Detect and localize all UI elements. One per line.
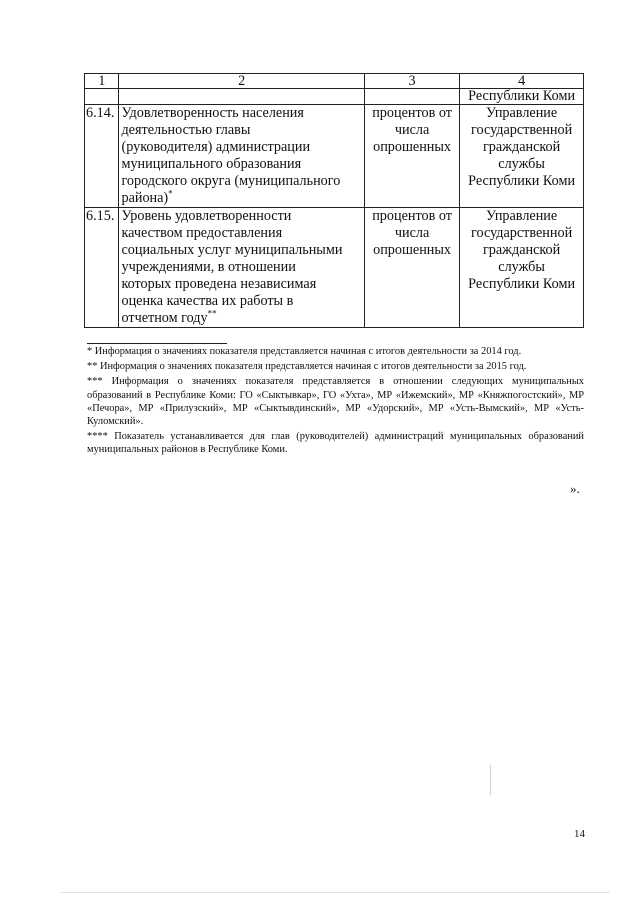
unit-line: процентов от: [372, 105, 452, 121]
indicator-line: учреждениями, в отношении: [121, 259, 296, 275]
indicator-line: [121, 190, 361, 207]
unit-line: опрошенных: [373, 139, 452, 155]
footnote: *** Информация о значениях показателя представляется в отношении следующих муниципальных образований в Республике Коми: ГО «Сыктывкар», ГО «Ухта», МР «Ижемский», МР «Княжпогостский», МР «Печора», МР «Прилузский», МР «Сыктывдинский», МР «Удорский», МР «Усть-Вымский», МР «Усть-Куломский».: [87, 376, 584, 428]
unit-cell: [364, 208, 459, 328]
indicator-line: муниципального образования: [121, 156, 302, 172]
indicator-line: которых проведена независимая: [121, 276, 317, 292]
closing-quote: ».: [570, 481, 580, 496]
indicator-line: Удовлетворенность населения: [121, 105, 304, 121]
footnote: **** Показатель устанавливается для глав (руководителей) администраций муниципальных образований муниципальных районов в Республике Коми.: [87, 431, 584, 456]
responsible-cell: [460, 105, 584, 208]
indicator-line: Уровень удовлетворенности: [121, 208, 292, 224]
row-number: 6.14.: [85, 105, 119, 208]
responsible-line: гражданской: [482, 242, 561, 258]
responsible-line: государственной: [471, 225, 573, 241]
unit-line: числа: [394, 122, 430, 138]
table-header-row: [85, 74, 584, 89]
responsible-line: Управление: [486, 208, 558, 224]
indicator-line: деятельностью главы: [121, 122, 251, 138]
responsible-line: Республики Коми: [468, 276, 576, 292]
responsible-line: гражданской: [482, 139, 561, 155]
footnote-mark: *: [168, 188, 173, 199]
unit-line: числа: [394, 225, 430, 241]
indicator-cell: [119, 208, 364, 328]
indicator-text: отчетном году: [121, 310, 208, 326]
responsible-cell: [460, 208, 584, 328]
indicator-line: социальных услуг муниципальными: [121, 242, 343, 258]
responsible-line: государственной: [471, 122, 573, 138]
footnote: * Информация о значениях показателя представляется начиная с итогов деятельности за 2014 год.: [87, 346, 522, 357]
unit-line: процентов от: [372, 208, 452, 224]
indicator-line: качеством предоставления: [121, 225, 283, 241]
footnote-mark: **: [207, 308, 217, 319]
indicators-table: [84, 73, 584, 328]
unit-line: опрошенных: [373, 242, 452, 258]
indicator-line: городского округа (муниципального: [121, 173, 341, 189]
indicator-line: оценка качества их работы в: [121, 293, 294, 309]
table-row: [85, 105, 584, 208]
footnote: ** Информация о значениях показателя представляется начиная с итогов деятельности за 2015 год.: [87, 361, 527, 373]
column-number-4: 4: [460, 74, 584, 89]
responsible-line: Республики Коми: [468, 173, 576, 189]
footnotes: [87, 345, 584, 459]
indicator-cell: [119, 105, 364, 208]
footnote-separator: [87, 343, 227, 344]
unit-cell: [364, 105, 459, 208]
page-number: 14: [574, 828, 585, 840]
scan-artifact: [490, 765, 491, 795]
column-number-1: 1: [85, 74, 119, 89]
indicator-line: [121, 310, 361, 327]
column-number-2: 2: [119, 74, 364, 89]
row-number: 6.15.: [85, 208, 119, 328]
page-bottom-edge: [60, 892, 610, 893]
continuation-row: [85, 89, 584, 105]
responsible-line: Управление: [486, 105, 558, 121]
column-number-3: 3: [364, 74, 459, 89]
indicator-text: района): [121, 190, 169, 206]
responsible-line: службы: [498, 156, 545, 172]
responsible-line: службы: [498, 259, 545, 275]
indicator-line: (руководителя) администрации: [121, 139, 311, 155]
continuation-cell: Республики Коми: [460, 89, 584, 105]
table-row: [85, 208, 584, 328]
